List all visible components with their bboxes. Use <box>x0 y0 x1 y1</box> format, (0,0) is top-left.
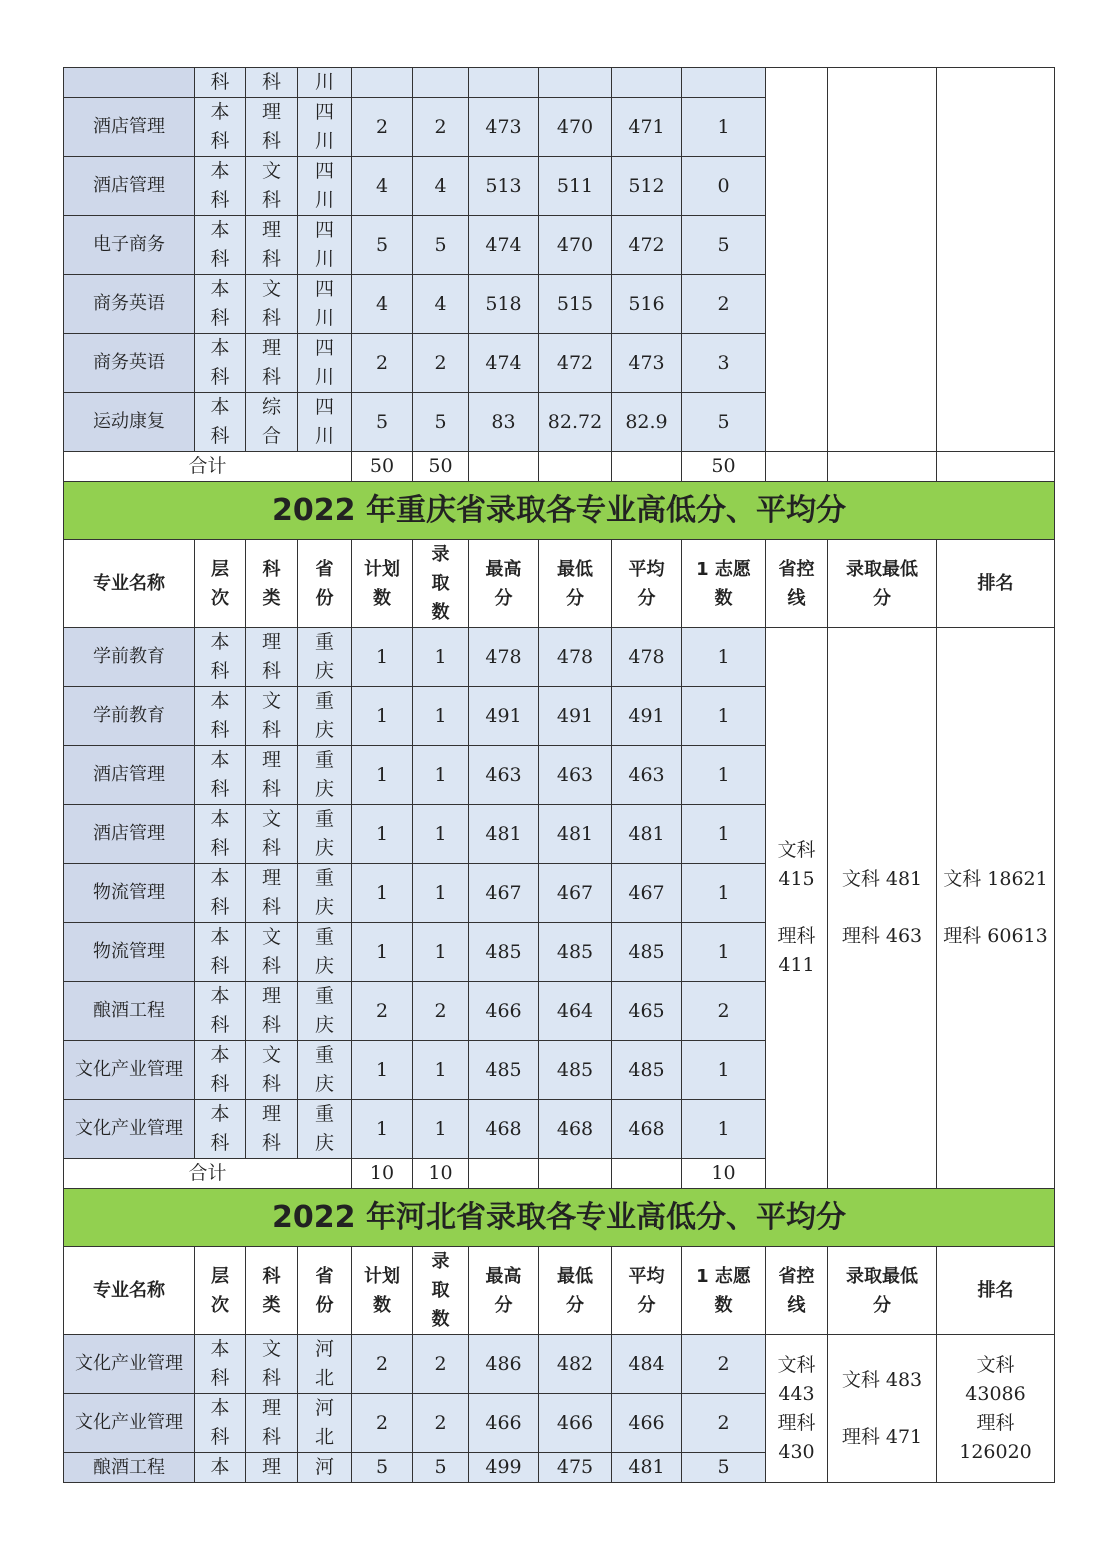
rank-li-value: 126020 <box>959 1440 1032 1463</box>
level-cell: 本科 <box>210 278 230 329</box>
major-cell: 商务英语 <box>64 275 195 334</box>
max-cell: 474 <box>469 334 539 393</box>
lowest-score-li: 理科 471 <box>841 1425 923 1448</box>
section-title: 2022 年重庆省录取各专业高低分、平均分 <box>64 482 1055 540</box>
rank-wen-value: 43086 <box>965 1382 1026 1405</box>
province-cell: 重庆 <box>315 1103 335 1154</box>
header-province: 省份 <box>315 558 334 609</box>
level-cell: 本科 <box>210 1044 230 1095</box>
plan-cell: 1 <box>352 1100 413 1159</box>
level-cell: 本科 <box>210 808 230 859</box>
max-cell: 463 <box>469 746 539 805</box>
max-cell: 485 <box>469 1041 539 1100</box>
control-line-li-value: 430 <box>778 1440 815 1463</box>
min-cell: 485 <box>539 1041 612 1100</box>
total-plan: 10 <box>352 1159 413 1189</box>
plan-cell: 5 <box>352 216 413 275</box>
type-cell: 文科 <box>262 926 282 977</box>
major-cell: 酿酒工程 <box>64 982 195 1041</box>
rank-cell <box>937 68 1055 452</box>
admit-cell: 1 <box>413 1041 469 1100</box>
plan-cell: 1 <box>352 864 413 923</box>
type-cell: 文科 <box>262 690 282 741</box>
total-label: 合计 <box>64 1159 352 1189</box>
plan-cell: 2 <box>352 1335 413 1394</box>
province-cell: 四川 <box>315 337 335 388</box>
header-max: 最高分 <box>485 1265 522 1316</box>
plan-cell: 2 <box>352 982 413 1041</box>
first-choice-cell: 2 <box>682 982 766 1041</box>
max-cell: 467 <box>469 864 539 923</box>
rank-cell <box>937 628 1055 1189</box>
avg-cell: 472 <box>612 216 682 275</box>
header-type: 科类 <box>262 558 281 609</box>
admit-cell: 1 <box>413 1100 469 1159</box>
major-cell: 文化产业管理 <box>64 1335 195 1394</box>
plan-cell: 2 <box>352 1394 413 1453</box>
lowest-score-wen: 文科 481 <box>841 868 923 890</box>
avg-cell: 491 <box>612 687 682 746</box>
first-choice-cell: 1 <box>682 746 766 805</box>
province-cell: 四川 <box>315 219 335 270</box>
admit-cell: 1 <box>413 805 469 864</box>
admit-cell: 1 <box>413 628 469 687</box>
header-row <box>64 1247 1055 1335</box>
section-title-row <box>64 482 1055 540</box>
province-cell: 四川 <box>315 101 335 152</box>
major-cell <box>64 68 195 98</box>
max-cell: 466 <box>469 1394 539 1453</box>
first-choice-cell: 2 <box>682 1335 766 1394</box>
plan-cell: 4 <box>352 157 413 216</box>
major-cell: 电子商务 <box>64 216 195 275</box>
level-cell: 本科 <box>210 1103 230 1154</box>
header-province: 省份 <box>315 1265 334 1316</box>
type-cell: 文科 <box>262 808 282 859</box>
type-cell: 理科 <box>262 219 282 270</box>
max-cell: 486 <box>469 1335 539 1394</box>
avg-cell: 484 <box>612 1335 682 1394</box>
first-choice-cell: 3 <box>682 334 766 393</box>
header-rank: 排名 <box>937 540 1055 628</box>
total-first-choice: 10 <box>682 1159 766 1189</box>
header-first-choice: 1 志愿数 <box>696 558 751 609</box>
level-cell: 本科 <box>210 690 230 741</box>
admit-cell: 5 <box>413 393 469 452</box>
avg-cell: 481 <box>612 805 682 864</box>
min-cell: 511 <box>539 157 612 216</box>
admit-cell: 5 <box>413 1453 469 1483</box>
admit-cell: 4 <box>413 275 469 334</box>
first-choice-cell: 1 <box>682 864 766 923</box>
rank-cell <box>937 1335 1055 1483</box>
first-choice-cell: 5 <box>682 393 766 452</box>
table-row <box>64 1335 1055 1394</box>
first-choice-cell: 2 <box>682 275 766 334</box>
major-cell: 运动康复 <box>64 393 195 452</box>
rank-wen-label: 文科 <box>976 1353 1015 1376</box>
plan-cell: 5 <box>352 393 413 452</box>
level-cell: 本科 <box>210 1338 230 1389</box>
header-max: 最高分 <box>485 558 522 609</box>
max-cell: 481 <box>469 805 539 864</box>
admit-cell: 2 <box>413 98 469 157</box>
first-choice-cell: 5 <box>682 216 766 275</box>
admit-cell: 4 <box>413 157 469 216</box>
avg-cell: 512 <box>612 157 682 216</box>
header-first-choice: 1 志愿数 <box>696 1265 751 1316</box>
control-line-li-label: 理科 <box>777 925 816 947</box>
level-cell: 本科 <box>210 631 230 682</box>
header-admit: 录取数 <box>431 544 450 623</box>
rank-li-label: 理科 <box>976 1411 1015 1434</box>
type-cell: 理科 <box>262 867 282 918</box>
province-cell: 重庆 <box>315 985 335 1036</box>
type-cell: 理科 <box>262 1103 282 1154</box>
lowest-score-li: 理科 463 <box>841 925 923 947</box>
level-cell: 本科 <box>210 1397 230 1448</box>
header-lowest-score: 录取最低分 <box>846 558 918 609</box>
province-cell: 重庆 <box>315 749 335 800</box>
avg-cell: 473 <box>612 334 682 393</box>
total-first-choice: 50 <box>682 452 766 482</box>
rank-wen: 文科 18621 <box>943 868 1048 890</box>
avg-cell: 82.9 <box>612 393 682 452</box>
province-cell: 重庆 <box>315 1044 335 1095</box>
total-plan: 50 <box>352 452 413 482</box>
major-cell: 商务英语 <box>64 334 195 393</box>
plan-cell: 1 <box>352 923 413 982</box>
max-cell: 466 <box>469 982 539 1041</box>
level-cell: 本 <box>195 1453 246 1483</box>
plan-cell: 1 <box>352 628 413 687</box>
level-cell: 科 <box>195 68 246 98</box>
lowest-score-cell <box>828 68 937 452</box>
min-cell: 466 <box>539 1394 612 1453</box>
table-row <box>64 68 1055 98</box>
first-choice-cell: 1 <box>682 805 766 864</box>
type-cell: 文科 <box>262 278 282 329</box>
type-cell: 科 <box>246 68 298 98</box>
avg-cell: 463 <box>612 746 682 805</box>
header-major: 专业名称 <box>64 540 195 628</box>
province-cell: 河北 <box>315 1338 335 1389</box>
control-line-cell <box>766 68 828 452</box>
header-lowest-score: 录取最低分 <box>846 1265 918 1316</box>
total-row <box>64 452 1055 482</box>
min-cell: 470 <box>539 98 612 157</box>
plan-cell: 1 <box>352 805 413 864</box>
avg-cell: 485 <box>612 923 682 982</box>
type-cell: 理科 <box>262 749 282 800</box>
type-cell: 文科 <box>262 160 282 211</box>
avg-cell: 516 <box>612 275 682 334</box>
header-admit: 录取数 <box>431 1251 450 1330</box>
control-line-li-value: 411 <box>778 954 815 976</box>
table-row <box>64 628 1055 687</box>
first-choice-cell: 1 <box>682 1041 766 1100</box>
first-choice-cell: 1 <box>682 923 766 982</box>
type-cell: 理科 <box>262 1397 282 1448</box>
header-min: 最低分 <box>557 558 593 609</box>
avg-cell: 466 <box>612 1394 682 1453</box>
header-control-line: 省控线 <box>778 1265 815 1316</box>
avg-cell: 467 <box>612 864 682 923</box>
province-cell: 重庆 <box>315 926 335 977</box>
province-cell: 河 <box>298 1453 352 1483</box>
min-cell: 481 <box>539 805 612 864</box>
control-line-wen-value: 415 <box>778 868 815 890</box>
province-cell: 川 <box>298 68 352 98</box>
admit-cell: 5 <box>413 216 469 275</box>
min-cell: 464 <box>539 982 612 1041</box>
max-cell: 518 <box>469 275 539 334</box>
first-choice-cell: 1 <box>682 1100 766 1159</box>
major-cell: 学前教育 <box>64 687 195 746</box>
plan-cell: 2 <box>352 98 413 157</box>
level-cell: 本科 <box>210 396 230 447</box>
min-cell: 467 <box>539 864 612 923</box>
score-table <box>63 67 1055 1483</box>
min-cell: 485 <box>539 923 612 982</box>
admit-cell: 2 <box>413 982 469 1041</box>
level-cell: 本科 <box>210 926 230 977</box>
plan-cell: 4 <box>352 275 413 334</box>
lowest-score-wen: 文科 483 <box>841 1368 923 1391</box>
first-choice-cell: 1 <box>682 98 766 157</box>
control-line-cell <box>766 1335 828 1483</box>
admit-cell: 1 <box>413 923 469 982</box>
lowest-score-cell <box>828 1335 937 1483</box>
province-cell: 四川 <box>315 278 335 329</box>
admit-cell: 2 <box>413 1335 469 1394</box>
avg-cell: 465 <box>612 982 682 1041</box>
province-cell: 重庆 <box>315 631 335 682</box>
header-control-line: 省控线 <box>778 558 815 609</box>
header-avg: 平均分 <box>628 1265 665 1316</box>
plan-cell: 1 <box>352 746 413 805</box>
header-row <box>64 540 1055 628</box>
header-plan: 计划数 <box>364 558 400 609</box>
province-cell: 重庆 <box>315 690 335 741</box>
avg-cell: 478 <box>612 628 682 687</box>
admit-cell: 1 <box>413 746 469 805</box>
min-cell: 478 <box>539 628 612 687</box>
type-cell: 理科 <box>262 631 282 682</box>
first-choice-cell: 1 <box>682 687 766 746</box>
control-line-cell <box>766 628 828 1189</box>
min-cell: 463 <box>539 746 612 805</box>
max-cell: 478 <box>469 628 539 687</box>
section-title-row <box>64 1189 1055 1247</box>
header-avg: 平均分 <box>628 558 665 609</box>
first-choice-cell: 2 <box>682 1394 766 1453</box>
major-cell: 学前教育 <box>64 628 195 687</box>
province-cell: 重庆 <box>315 867 335 918</box>
admission-score-tables <box>63 67 1054 1483</box>
type-cell: 文科 <box>262 1044 282 1095</box>
level-cell: 本科 <box>210 337 230 388</box>
admit-cell: 2 <box>413 334 469 393</box>
admit-cell: 1 <box>413 864 469 923</box>
admit-cell: 2 <box>413 1394 469 1453</box>
control-line-wen-label: 文科 <box>777 839 816 861</box>
type-cell: 理 <box>246 1453 298 1483</box>
major-cell: 文化产业管理 <box>64 1041 195 1100</box>
plan-cell: 5 <box>352 1453 413 1483</box>
max-cell: 485 <box>469 923 539 982</box>
major-cell: 酒店管理 <box>64 805 195 864</box>
level-cell: 本科 <box>210 867 230 918</box>
min-cell: 468 <box>539 1100 612 1159</box>
header-level: 层次 <box>211 558 229 609</box>
plan-cell: 1 <box>352 687 413 746</box>
first-choice-cell: 5 <box>682 1453 766 1483</box>
total-admit: 50 <box>413 452 469 482</box>
section-title: 2022 年河北省录取各专业高低分、平均分 <box>64 1189 1055 1247</box>
min-cell: 470 <box>539 216 612 275</box>
header-min: 最低分 <box>557 1265 593 1316</box>
admit-cell: 1 <box>413 687 469 746</box>
major-cell: 酒店管理 <box>64 157 195 216</box>
avg-cell: 468 <box>612 1100 682 1159</box>
level-cell: 本科 <box>210 749 230 800</box>
type-cell: 理科 <box>262 985 282 1036</box>
level-cell: 本科 <box>210 219 230 270</box>
major-cell: 物流管理 <box>64 864 195 923</box>
rank-li: 理科 60613 <box>943 925 1048 947</box>
max-cell: 474 <box>469 216 539 275</box>
province-cell: 四川 <box>315 396 335 447</box>
max-cell: 513 <box>469 157 539 216</box>
lowest-score-cell <box>828 628 937 1189</box>
type-cell: 文科 <box>262 1338 282 1389</box>
total-label: 合计 <box>64 452 352 482</box>
header-level: 层次 <box>211 1265 229 1316</box>
min-cell: 482 <box>539 1335 612 1394</box>
province-cell: 河北 <box>315 1397 335 1448</box>
level-cell: 本科 <box>210 985 230 1036</box>
header-rank: 排名 <box>937 1247 1055 1335</box>
plan-cell: 2 <box>352 334 413 393</box>
max-cell: 83 <box>469 393 539 452</box>
control-line-li-label: 理科 <box>777 1411 816 1434</box>
type-cell: 理科 <box>262 101 282 152</box>
major-cell: 物流管理 <box>64 923 195 982</box>
avg-cell: 481 <box>612 1453 682 1483</box>
max-cell: 499 <box>469 1453 539 1483</box>
major-cell: 文化产业管理 <box>64 1100 195 1159</box>
max-cell: 491 <box>469 687 539 746</box>
total-admit: 10 <box>413 1159 469 1189</box>
major-cell: 酒店管理 <box>64 98 195 157</box>
header-type: 科类 <box>262 1265 281 1316</box>
first-choice-cell: 0 <box>682 157 766 216</box>
level-cell: 本科 <box>210 160 230 211</box>
major-cell: 酒店管理 <box>64 746 195 805</box>
min-cell: 475 <box>539 1453 612 1483</box>
avg-cell: 471 <box>612 98 682 157</box>
major-cell: 文化产业管理 <box>64 1394 195 1453</box>
first-choice-cell: 1 <box>682 628 766 687</box>
min-cell: 82.72 <box>539 393 612 452</box>
type-cell: 综合 <box>262 396 282 447</box>
level-cell: 本科 <box>210 101 230 152</box>
header-major: 专业名称 <box>64 1247 195 1335</box>
major-cell: 酿酒工程 <box>64 1453 195 1483</box>
province-cell: 重庆 <box>315 808 335 859</box>
control-line-wen-label: 文科 <box>777 1353 816 1376</box>
plan-cell: 1 <box>352 1041 413 1100</box>
min-cell: 491 <box>539 687 612 746</box>
min-cell: 515 <box>539 275 612 334</box>
control-line-wen-value: 443 <box>778 1382 815 1405</box>
header-plan: 计划数 <box>364 1265 400 1316</box>
max-cell: 473 <box>469 98 539 157</box>
avg-cell: 485 <box>612 1041 682 1100</box>
max-cell: 468 <box>469 1100 539 1159</box>
min-cell: 472 <box>539 334 612 393</box>
province-cell: 四川 <box>315 160 335 211</box>
type-cell: 理科 <box>262 337 282 388</box>
